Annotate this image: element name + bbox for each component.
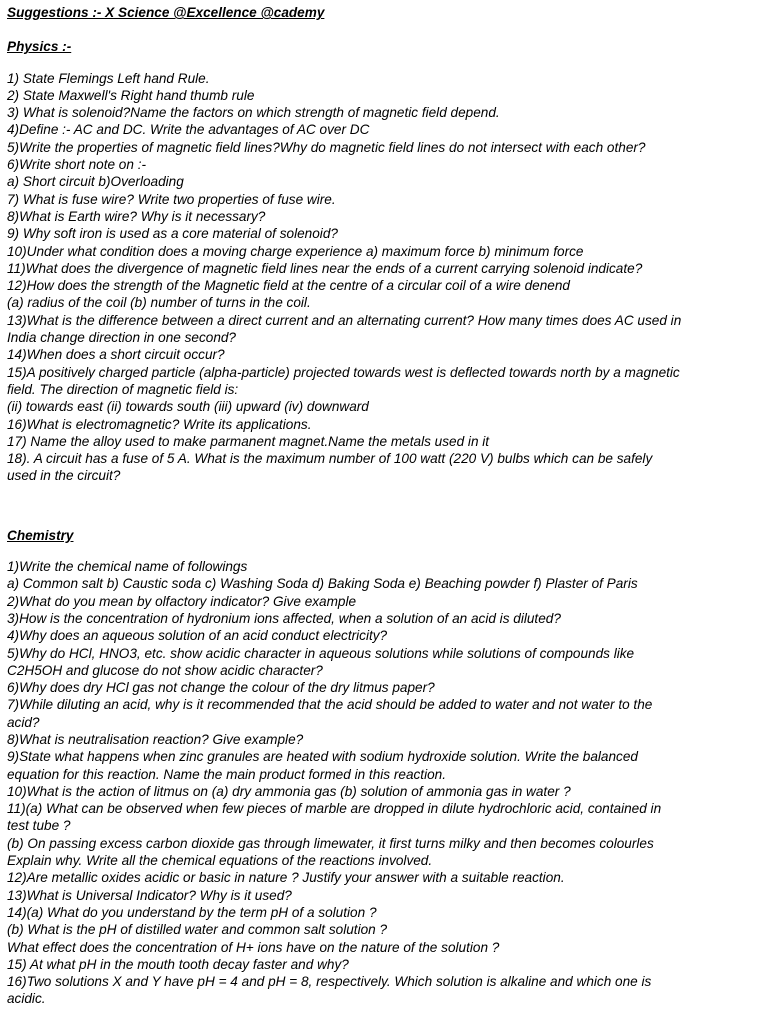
chemistry-question-line: 13)What is Universal Indicator? Why is it used? bbox=[7, 887, 292, 903]
chemistry-question-line: (b) On passing excess carbon dioxide gas through limewater, it first turns milky and then becomes colourles bbox=[7, 835, 654, 851]
chemistry-question-line: test tube ? bbox=[7, 818, 71, 834]
chemistry-question-line: 10)What is the action of litmus on (a) dry ammonia gas (b) solution of ammonia gas in water ? bbox=[7, 783, 571, 799]
physics-question-line: (a) radius of the coil (b) number of turns in the coil. bbox=[7, 295, 311, 311]
chemistry-question-line: 11)(a) What can be observed when few pieces of marble are dropped in dilute hydrochloric acid, contained in bbox=[7, 801, 662, 817]
spacer bbox=[7, 21, 763, 38]
physics-question-line: 1) State Flemings Left hand Rule. bbox=[7, 70, 210, 86]
physics-question-line: 2) State Maxwell's Right hand thumb rule bbox=[7, 87, 255, 103]
chemistry-question-line: 6)Why does dry HCl gas not change the colour of the dry litmus paper? bbox=[7, 680, 435, 696]
chemistry-question-line: 3)How is the concentration of hydronium ions affected, when a solution of an acid is diluted? bbox=[7, 610, 561, 626]
physics-question-line: field. The direction of magnetic field is: bbox=[7, 381, 239, 397]
physics-question-line: 17) Name the alloy used to make parmanent magnet.Name the metals used in it bbox=[7, 433, 490, 449]
physics-question-line: India change direction in one second? bbox=[7, 330, 236, 346]
document-page bbox=[7, 4, 763, 1008]
chemistry-question-line: acidic. bbox=[7, 991, 46, 1007]
chemistry-question-line: 12)Are metallic oxides acidic or basic in nature ? Justify your answer with a suitable reaction. bbox=[7, 870, 565, 886]
physics-question-line: 16)What is electromagnetic? Write its applications. bbox=[7, 416, 312, 432]
chemistry-question-line: 9)State what happens when zinc granules are heated with sodium hydroxide solution. Write the balanced bbox=[7, 749, 638, 765]
chemistry-question-line: a) Common salt b) Caustic soda c) Washing Soda d) Baking Soda e) Beaching powder f) Plaster of Paris bbox=[7, 576, 638, 592]
chemistry-question-line: (b) What is the pH of distilled water and common salt solution ? bbox=[7, 922, 388, 938]
chemistry-question-line: 4)Why does an aqueous solution of an acid conduct electricity? bbox=[7, 628, 388, 644]
physics-question-line: a) Short circuit b)Overloading bbox=[7, 174, 184, 190]
physics-question-line: used in the circuit? bbox=[7, 468, 121, 484]
chemistry-question-line: 14)(a) What do you understand by the term pH of a solution ? bbox=[7, 904, 377, 920]
chemistry-question-line: C2H5OH and glucose do not show acidic character? bbox=[7, 662, 323, 678]
physics-question-line: 9) Why soft iron is used as a core material of solenoid? bbox=[7, 226, 338, 242]
physics-question-line: 18). A circuit has a fuse of 5 A. What is the maximum number of 100 watt (220 V) bulbs which can be safely bbox=[7, 451, 653, 467]
physics-question-line: 15)A positively charged particle (alpha-particle) projected towards west is deflected towards north by a magnetic bbox=[7, 364, 680, 380]
chemistry-question-line: 2)What do you mean by olfactory indicator? Give example bbox=[7, 593, 357, 609]
physics-question-line: 11)What does the divergence of magnetic field lines near the ends of a current carrying solenoid indicate? bbox=[7, 260, 643, 276]
physics-question-line: 3) What is solenoid?Name the factors on which strength of magnetic field depend. bbox=[7, 105, 500, 121]
chemistry-question-line: 5)Why do HCl, HNO3, etc. show acidic character in aqueous solutions while solutions of compounds like bbox=[7, 645, 635, 661]
chemistry-question-line: 8)What is neutralisation reaction? Give example? bbox=[7, 731, 304, 747]
chemistry-question-line: acid? bbox=[7, 714, 40, 730]
physics-question-line: (ii) towards east (ii) towards south (iii) upward (iv) downward bbox=[7, 399, 369, 415]
physics-question-line: 4)Define :- AC and DC. Write the advantages of AC over DC bbox=[7, 122, 370, 138]
chemistry-question-line: equation for this reaction. Name the main product formed in this reaction. bbox=[7, 766, 447, 782]
physics-question-line: 13)What is the difference between a direct current and an alternating current? How many times does AC used in bbox=[7, 312, 682, 328]
chemistry-question-line: 15) At what pH in the mouth tooth decay faster and why? bbox=[7, 956, 349, 972]
physics-question-line: 6)Write short note on :- bbox=[7, 157, 147, 173]
chemistry-question-line: 7)While diluting an acid, why is it recommended that the acid should be added to water and not water to the bbox=[7, 697, 653, 713]
chemistry-question-line: 16)Two solutions X and Y have pH = 4 and pH = 8, respectively. Which solution is alkaline and which one is bbox=[7, 974, 652, 990]
spacer bbox=[7, 56, 763, 70]
chemistry-heading: Chemistry bbox=[7, 527, 74, 543]
chemistry-question-line: What effect does the concentration of H+ ions have on the nature of the solution ? bbox=[7, 939, 500, 955]
document-title: Suggestions :- X Science @Excellence @cademy bbox=[7, 5, 325, 20]
physics-question-line: 12)How does the strength of the Magnetic field at the centre of a circular coil of a wire denend bbox=[7, 278, 570, 294]
physics-question-line: 7) What is fuse wire? Write two properties of fuse wire. bbox=[7, 191, 336, 207]
chemistry-question-line: 1)Write the chemical name of followings bbox=[7, 559, 248, 575]
physics-question-line: 8)What is Earth wire? Why is it necessary? bbox=[7, 208, 266, 224]
chemistry-question-list bbox=[7, 558, 763, 1008]
physics-question-line: 10)Under what condition does a moving charge experience a) maximum force b) minimum force bbox=[7, 243, 584, 259]
physics-question-list bbox=[7, 70, 763, 485]
physics-heading: Physics :- bbox=[7, 39, 72, 55]
spacer bbox=[7, 544, 763, 558]
chemistry-question-line: Explain why. Write all the chemical equations of the reactions involved. bbox=[7, 853, 433, 869]
physics-question-line: 5)Write the properties of magnetic field lines?Why do magnetic field lines do not intersect with each other? bbox=[7, 139, 646, 155]
spacer bbox=[7, 485, 763, 527]
physics-question-line: 14)When does a short circuit occur? bbox=[7, 347, 225, 363]
